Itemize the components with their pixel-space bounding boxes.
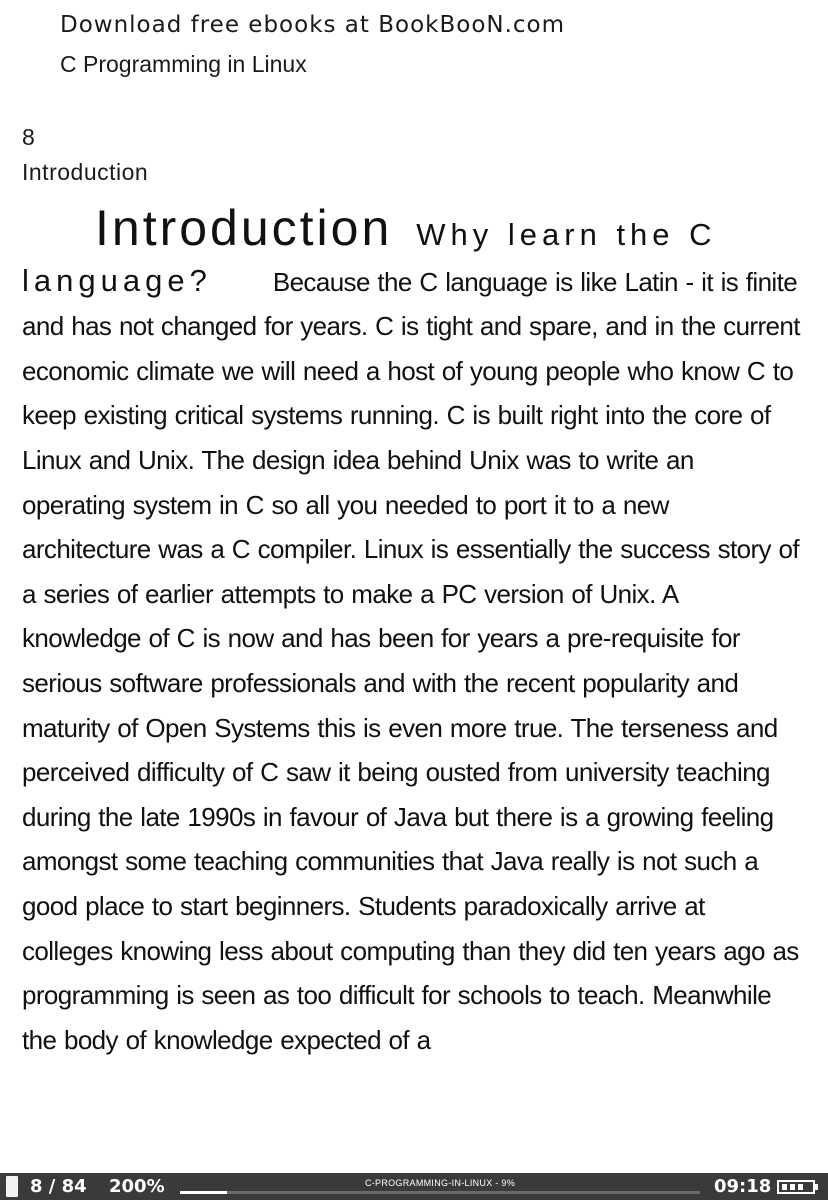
reading-progress-fill [180,1191,227,1194]
battery-icon [777,1180,819,1194]
chapter-subtitle: Why learn the C language? [22,217,717,298]
menu-handle-icon[interactable] [6,1176,18,1197]
reading-progress-bar[interactable] [180,1191,700,1194]
zoom-level[interactable]: 200% [109,1176,165,1197]
book-header-title: C Programming in Linux [60,51,307,77]
reader-status-bar [0,1173,828,1200]
chapter-title: Introduction [95,200,393,256]
section-label: Introduction [22,159,149,185]
clock: 09:18 [714,1176,772,1197]
book-header-site: Download free ebooks at BookBooN.com [60,12,566,38]
page-indicator[interactable]: 8 / 84 [30,1176,87,1197]
body-paragraph: Because the C language is like Latin - it is finite and has not changed for years. C is tight and spare, and in the current economic climate we will need a host of young people who know C to keep existing critical systems running. C is built right into the core of Linux and Unix. The design idea behind Unix was to write an operating system in C so all you needed to port it to a new architecture was a C compiler. Linux is essentially the success story of a series of earlier attempts to make a PC version of Unix. A knowledge of C is now and has been for years a pre-requisite for serious software professionals and with the recent popularity and maturity of Open Systems this is even more true. The terseness and perceived difficulty of C saw it being ousted from university teaching during the late 1990s in favour of Java but there is a growing feeling amongst some teaching communities that Java really is not such a good place to start beginners. Students paradoxically arrive at colleges knowing less about computing than they did ten years ago as programming is seen as too difficult for schools to teach. Meanwhile the body of knowledge expected of a [22,266,800,1055]
document-title: C-PROGRAMMING-IN-LINUX - 9% [364,1178,516,1188]
page-body [22,200,802,1062]
page-number: 8 [22,124,35,150]
